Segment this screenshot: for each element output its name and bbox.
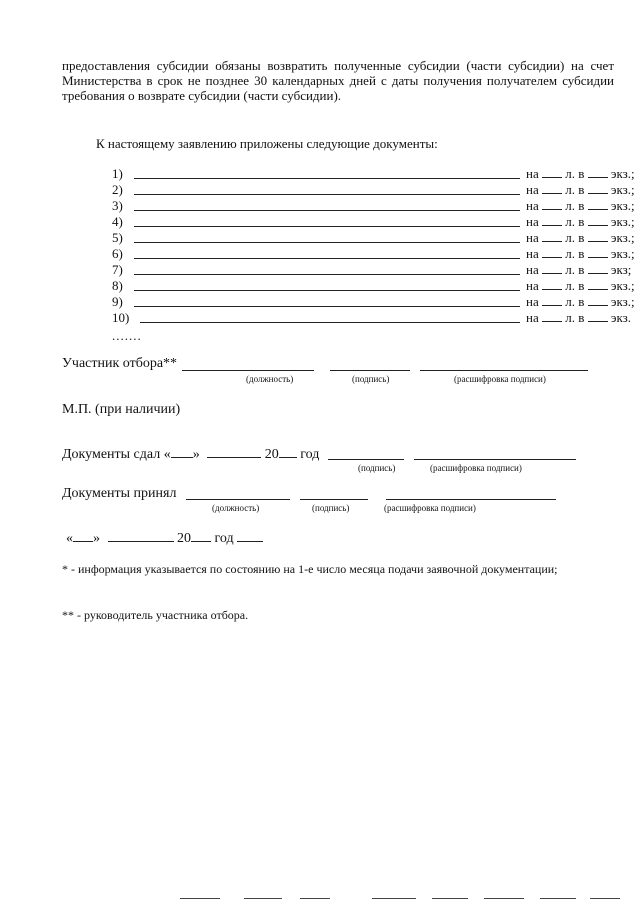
attachment-tail — [526, 262, 631, 277]
attachment-copies-field[interactable] — [588, 278, 608, 290]
attachment-copies-label: экз.; — [610, 278, 635, 293]
attachment-copies-field[interactable] — [588, 310, 608, 322]
attachment-copies-label: экз.; — [610, 182, 635, 197]
submitted-year-prefix: 20 — [264, 447, 279, 462]
attachment-title-field[interactable] — [134, 274, 520, 275]
attachment-title-field[interactable] — [134, 194, 520, 195]
attachment-on-label: на — [526, 214, 539, 229]
attachments-intro: К настоящему заявлению приложены следующие документы: — [96, 136, 438, 151]
participant-signature-field[interactable] — [330, 370, 410, 371]
attachment-row — [112, 310, 631, 326]
date-extra-field[interactable] — [237, 530, 263, 542]
attachment-title-field[interactable] — [134, 210, 520, 211]
caption-position: (должность) — [212, 503, 260, 513]
caption-position: (должность) — [246, 374, 294, 384]
date-quote-open: « — [66, 531, 73, 546]
submitted-row — [62, 446, 319, 462]
attachment-sheets-field[interactable] — [542, 182, 562, 194]
scan-artifact-line — [372, 898, 416, 899]
attachment-on-label: на — [526, 294, 539, 309]
attachment-title-field[interactable] — [134, 258, 520, 259]
attachment-sheets-field[interactable] — [542, 262, 562, 274]
attachment-sheets-field[interactable] — [542, 246, 562, 258]
attachment-title-field[interactable] — [140, 322, 520, 323]
submitted-year-field[interactable] — [279, 446, 297, 458]
attachment-copies-label: экз.; — [610, 230, 635, 245]
submitted-label: Документы сдал « — [62, 447, 171, 462]
attachment-sheets-label: л. в — [565, 278, 585, 293]
attachment-row — [112, 246, 635, 262]
attachment-sheets-field[interactable] — [542, 294, 562, 306]
attachment-row — [112, 230, 635, 246]
attachment-sheets-label: л. в — [565, 230, 585, 245]
attachment-number: 5) — [112, 230, 123, 245]
paragraph-line: предоставления субсидии обязаны возвратить полученные субсидии (части субсидии) на счет — [62, 58, 614, 73]
date-month-field[interactable] — [108, 530, 174, 542]
refund-paragraph — [62, 58, 614, 103]
attachment-copies-field[interactable] — [588, 262, 608, 274]
paragraph-line: Министерства в срок не позднее 30 календарных дней с даты получения получателем субсидии — [62, 73, 614, 88]
attachment-tail — [526, 198, 635, 213]
attachment-on-label: на — [526, 278, 539, 293]
attachment-on-label: на — [526, 262, 539, 277]
attachment-title-field[interactable] — [134, 242, 520, 243]
attachments-list — [112, 166, 635, 326]
attachment-tail — [526, 246, 635, 261]
attachment-tail — [526, 278, 635, 293]
caption-signature: (подпись) — [312, 503, 350, 513]
attachment-sheets-field[interactable] — [542, 166, 562, 178]
attachment-copies-label: экз.; — [610, 198, 635, 213]
attachment-sheets-label: л. в — [565, 198, 585, 213]
participant-decoding-field[interactable] — [420, 370, 588, 371]
date-year-field[interactable] — [191, 530, 211, 542]
date-year-word: год — [214, 531, 234, 546]
footnote-one: * - информация указывается по состоянию на 1-е число месяца подачи заявочной документации; — [62, 562, 558, 576]
attachment-copies-field[interactable] — [588, 166, 608, 178]
attachment-title-field[interactable] — [134, 226, 520, 227]
attachment-tail — [526, 166, 635, 181]
submitted-year-word: год — [300, 447, 320, 462]
participant-label: Участник отбора** — [62, 356, 178, 371]
date-quote-close: » — [93, 531, 100, 546]
attachment-tail — [526, 230, 635, 245]
scan-artifact-line — [180, 898, 220, 899]
date-day-field[interactable] — [73, 530, 93, 542]
attachment-on-label: на — [526, 182, 539, 197]
attachment-on-label: на — [526, 230, 539, 245]
attachment-number: 10) — [112, 310, 130, 325]
attachment-title-field[interactable] — [134, 306, 520, 307]
attachment-row — [112, 182, 635, 198]
attachment-sheets-label: л. в — [565, 294, 585, 309]
attachment-tail — [526, 182, 635, 197]
attachment-sheets-label: л. в — [565, 182, 585, 197]
participant-position-field[interactable] — [182, 370, 314, 371]
attachment-number: 6) — [112, 246, 123, 261]
attachment-number: 1) — [112, 166, 123, 181]
attachment-on-label: на — [526, 198, 539, 213]
attachment-sheets-label: л. в — [565, 246, 585, 261]
attachment-copies-field[interactable] — [588, 294, 608, 306]
attachment-copies-field[interactable] — [588, 246, 608, 258]
date-row — [66, 530, 263, 546]
attachment-sheets-field[interactable] — [542, 214, 562, 226]
accepted-label: Документы принял — [62, 486, 177, 501]
attachment-number: 8) — [112, 278, 123, 293]
accepted-decoding-field[interactable] — [386, 499, 556, 500]
attachment-title-field[interactable] — [134, 178, 520, 179]
attachment-row — [112, 262, 632, 278]
footnote-two: ** - руководитель участника отбора. — [62, 608, 249, 622]
caption-signature: (подпись) — [358, 463, 396, 473]
attachment-copies-field[interactable] — [588, 198, 608, 210]
attachment-row — [112, 278, 635, 294]
submitted-quote-close: » — [192, 447, 200, 462]
scan-artifact-line — [484, 898, 524, 899]
attachment-number: 3) — [112, 198, 123, 213]
date-year-prefix: 20 — [177, 531, 191, 546]
attachment-sheets-label: л. в — [565, 214, 585, 229]
attachment-tail — [526, 214, 635, 229]
attachment-copies-label: экз.; — [610, 166, 635, 181]
stamp-note: М.П. (при наличии) — [62, 402, 181, 417]
attachment-number: 9) — [112, 294, 123, 309]
list-ellipsis: ....... — [112, 328, 142, 343]
attachment-tail — [526, 294, 635, 309]
attachment-sheets-field[interactable] — [542, 230, 562, 242]
attachment-sheets-field[interactable] — [542, 310, 562, 322]
caption-decoding: (расшифровка подписи) — [384, 503, 476, 513]
attachment-sheets-label: л. в — [565, 166, 585, 181]
scan-artifact-line — [540, 898, 576, 899]
attachment-number: 7) — [112, 262, 123, 277]
submitted-signature-field[interactable] — [328, 459, 404, 460]
scan-artifact-line — [244, 898, 282, 899]
attachment-sheets-label: л. в — [565, 262, 585, 277]
attachment-copies-label: экз.; — [610, 246, 635, 261]
attachment-copies-label: экз. — [610, 310, 631, 325]
caption-signature: (подпись) — [352, 374, 390, 384]
attachment-copies-field[interactable] — [588, 214, 608, 226]
submitted-day-field[interactable] — [171, 446, 193, 458]
caption-decoding: (расшифровка подписи) — [430, 463, 522, 473]
attachment-row — [112, 294, 635, 310]
attachment-copies-label: экз.; — [610, 294, 635, 309]
attachment-row — [112, 198, 635, 214]
attachment-title-field[interactable] — [134, 290, 520, 291]
attachment-on-label: на — [526, 310, 539, 325]
attachment-sheets-label: л. в — [565, 310, 585, 325]
attachment-number: 2) — [112, 182, 123, 197]
scan-artifact-line — [590, 898, 620, 899]
attachment-sheets-field[interactable] — [542, 278, 562, 290]
attachment-copies-label: экз; — [610, 262, 632, 277]
attachment-copies-field[interactable] — [588, 230, 608, 242]
attachment-copies-label: экз.; — [610, 214, 635, 229]
attachment-copies-field[interactable] — [588, 182, 608, 194]
attachment-on-label: на — [526, 246, 539, 261]
accepted-signature-field[interactable] — [300, 499, 368, 500]
submitted-decoding-field[interactable] — [414, 459, 576, 460]
caption-decoding: (расшифровка подписи) — [454, 374, 546, 384]
attachment-tail — [526, 310, 631, 325]
attachment-sheets-field[interactable] — [542, 198, 562, 210]
paragraph-line: требования о возврате субсидии (части субсидии). — [62, 88, 342, 103]
accepted-position-field[interactable] — [186, 499, 290, 500]
attachment-row — [112, 166, 635, 182]
attachment-row — [112, 214, 635, 230]
scan-artifact-line — [432, 898, 468, 899]
submitted-month-field[interactable] — [207, 446, 261, 458]
scan-artifact-line — [300, 898, 330, 899]
attachment-number: 4) — [112, 214, 123, 229]
attachment-on-label: на — [526, 166, 539, 181]
